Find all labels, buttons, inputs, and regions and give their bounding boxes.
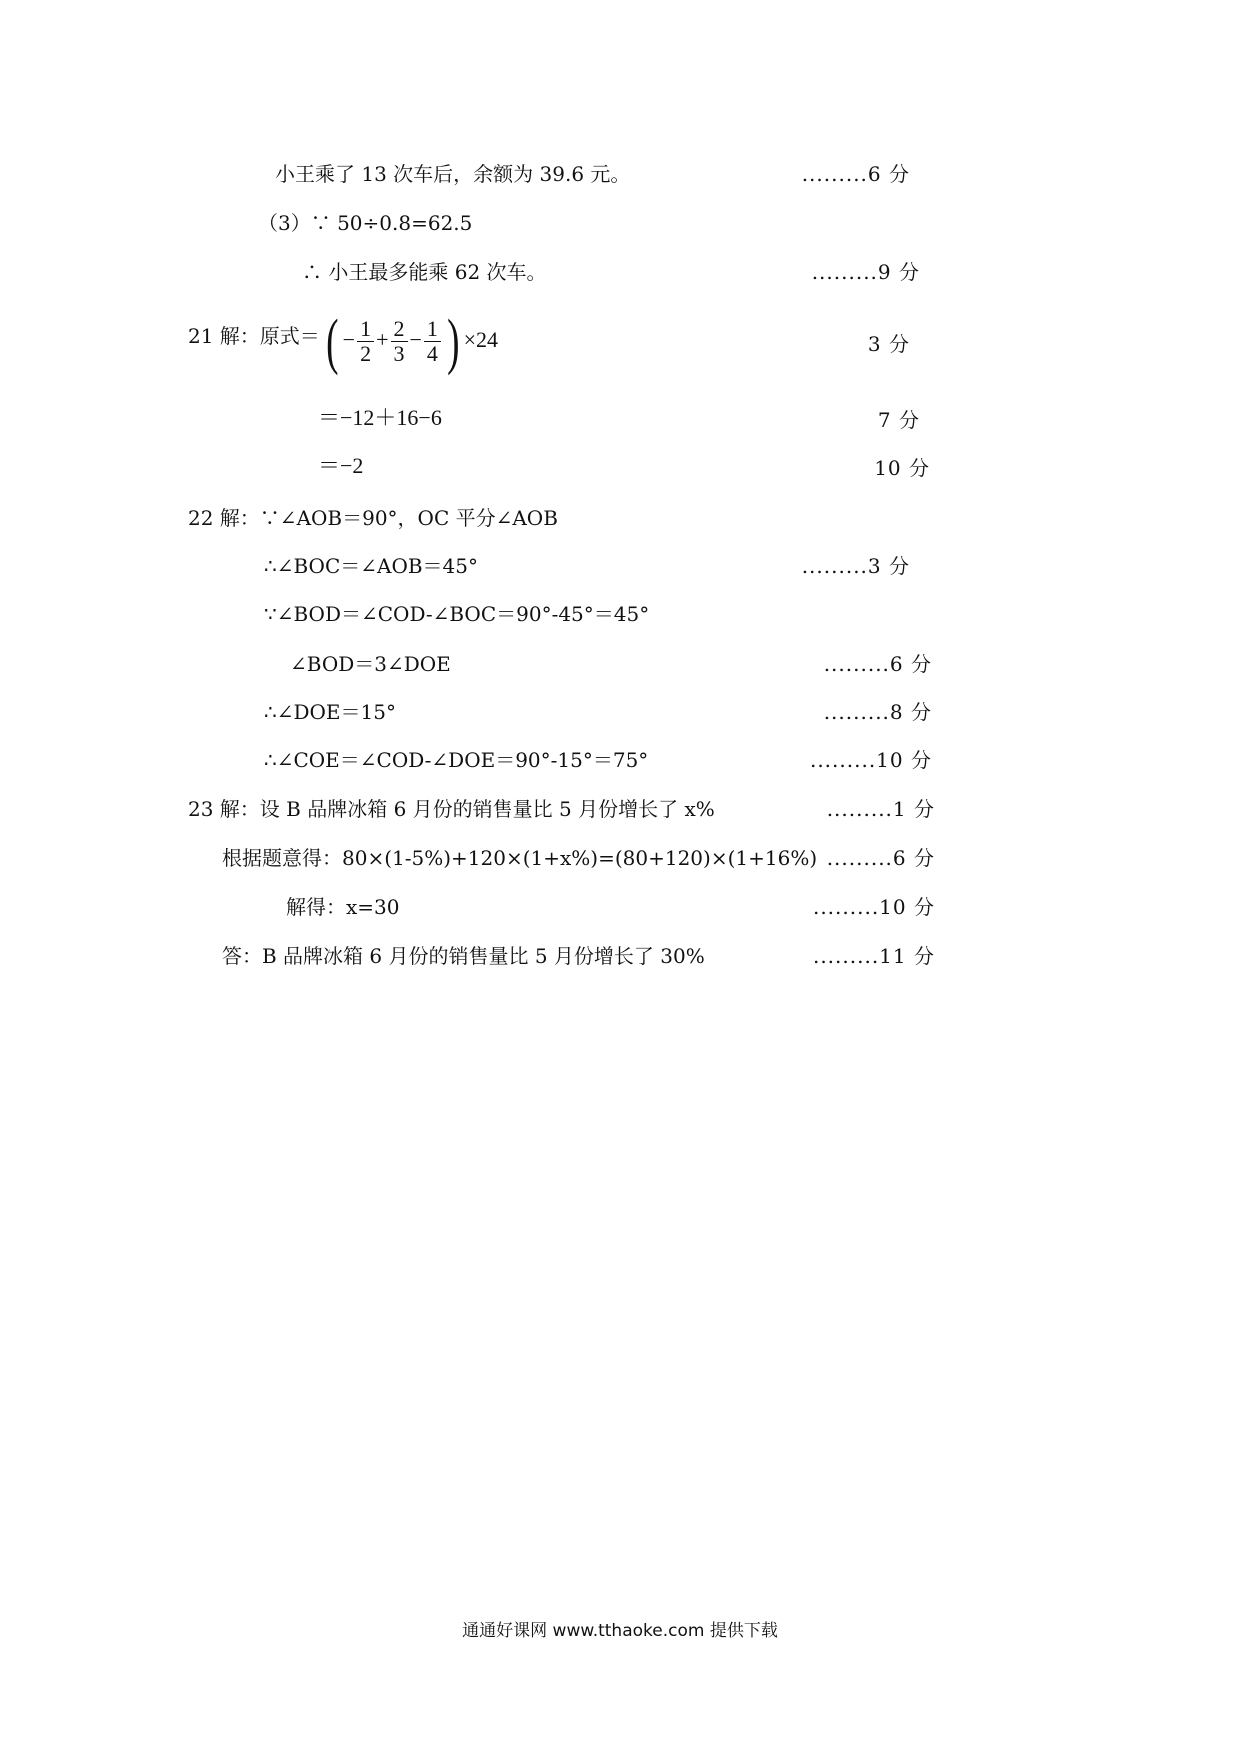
fraction-denominator: 2 [360, 341, 372, 367]
q21-step3: ＝−2 [318, 453, 364, 478]
q22-line3: ∵∠BOD＝∠COD-∠BOC＝90°-45°＝45° [264, 602, 650, 626]
minus-sign: − [342, 327, 356, 352]
fraction-numerator: 1 [357, 317, 374, 342]
left-paren: ( [326, 307, 339, 376]
fraction [424, 317, 441, 366]
right-paren: ) [447, 307, 460, 376]
q21-prefix: 21 解：原式＝ [188, 324, 320, 348]
page-footer: 通通好课网 www.tthaoke.com 提供下载 [462, 1621, 778, 1641]
minus-sign: − [409, 327, 422, 352]
score-marker: .........6 分 [823, 652, 932, 676]
fraction-denominator: 3 [393, 341, 405, 367]
score-marker: .........6 分 [801, 162, 910, 186]
q22-line1: 22 解：∵∠AOB＝90°，OC 平分∠AOB [188, 506, 558, 530]
q23-line3: 解得：x=30 [286, 895, 400, 919]
q21-expression [322, 307, 498, 376]
score-marker: .........9 分 [811, 260, 920, 284]
q22-line4: ∠BOD＝3∠DOE [290, 652, 451, 676]
score-marker: 7 分 [877, 408, 920, 432]
fraction-denominator: 4 [426, 341, 438, 367]
q21-step2: ＝−12＋16−6 [318, 405, 442, 430]
score-marker: .........10 分 [809, 748, 932, 772]
q23-line2: 根据题意得：80×(1-5%)+120×(1+x%)=(80+120)×(1+16%) [222, 846, 818, 870]
score-marker: .........10 分 [812, 895, 935, 919]
score-marker: .........11 分 [812, 944, 935, 968]
fraction-numerator: 1 [424, 317, 441, 342]
plus-sign: + [376, 327, 389, 352]
q22-line6: ∴∠COE＝∠COD-∠DOE＝90°-15°＝75° [264, 748, 649, 772]
score-marker: .........1 分 [826, 797, 935, 821]
fraction [357, 317, 374, 366]
q22-line5: ∴∠DOE＝15° [264, 700, 396, 724]
score-marker: .........3 分 [801, 554, 910, 578]
fraction [391, 317, 408, 366]
score-marker: 10 分 [874, 456, 930, 480]
answer-line-balance: 小王乘了 13 次车后，余额为 39.6 元。 [275, 162, 631, 186]
q23-line1: 23 解：设 B 品牌冰箱 6 月份的销售量比 5 月份增长了 x% [188, 797, 715, 821]
score-marker: .........8 分 [823, 700, 932, 724]
times-24: ×24 [463, 327, 498, 352]
score-marker: .........6 分 [826, 846, 935, 870]
q22-line2: ∴∠BOC＝∠AOB＝45° [264, 554, 478, 578]
fraction-numerator: 2 [391, 317, 408, 342]
answer-line-max-rides: ∴ 小王最多能乘 62 次车。 [302, 260, 547, 284]
q23-line4: 答：B 品牌冰箱 6 月份的销售量比 5 月份增长了 30% [222, 944, 705, 968]
answer-line-part3: （3）∵ 50÷0.8=62.5 [258, 211, 473, 235]
score-marker: 3 分 [867, 332, 910, 356]
